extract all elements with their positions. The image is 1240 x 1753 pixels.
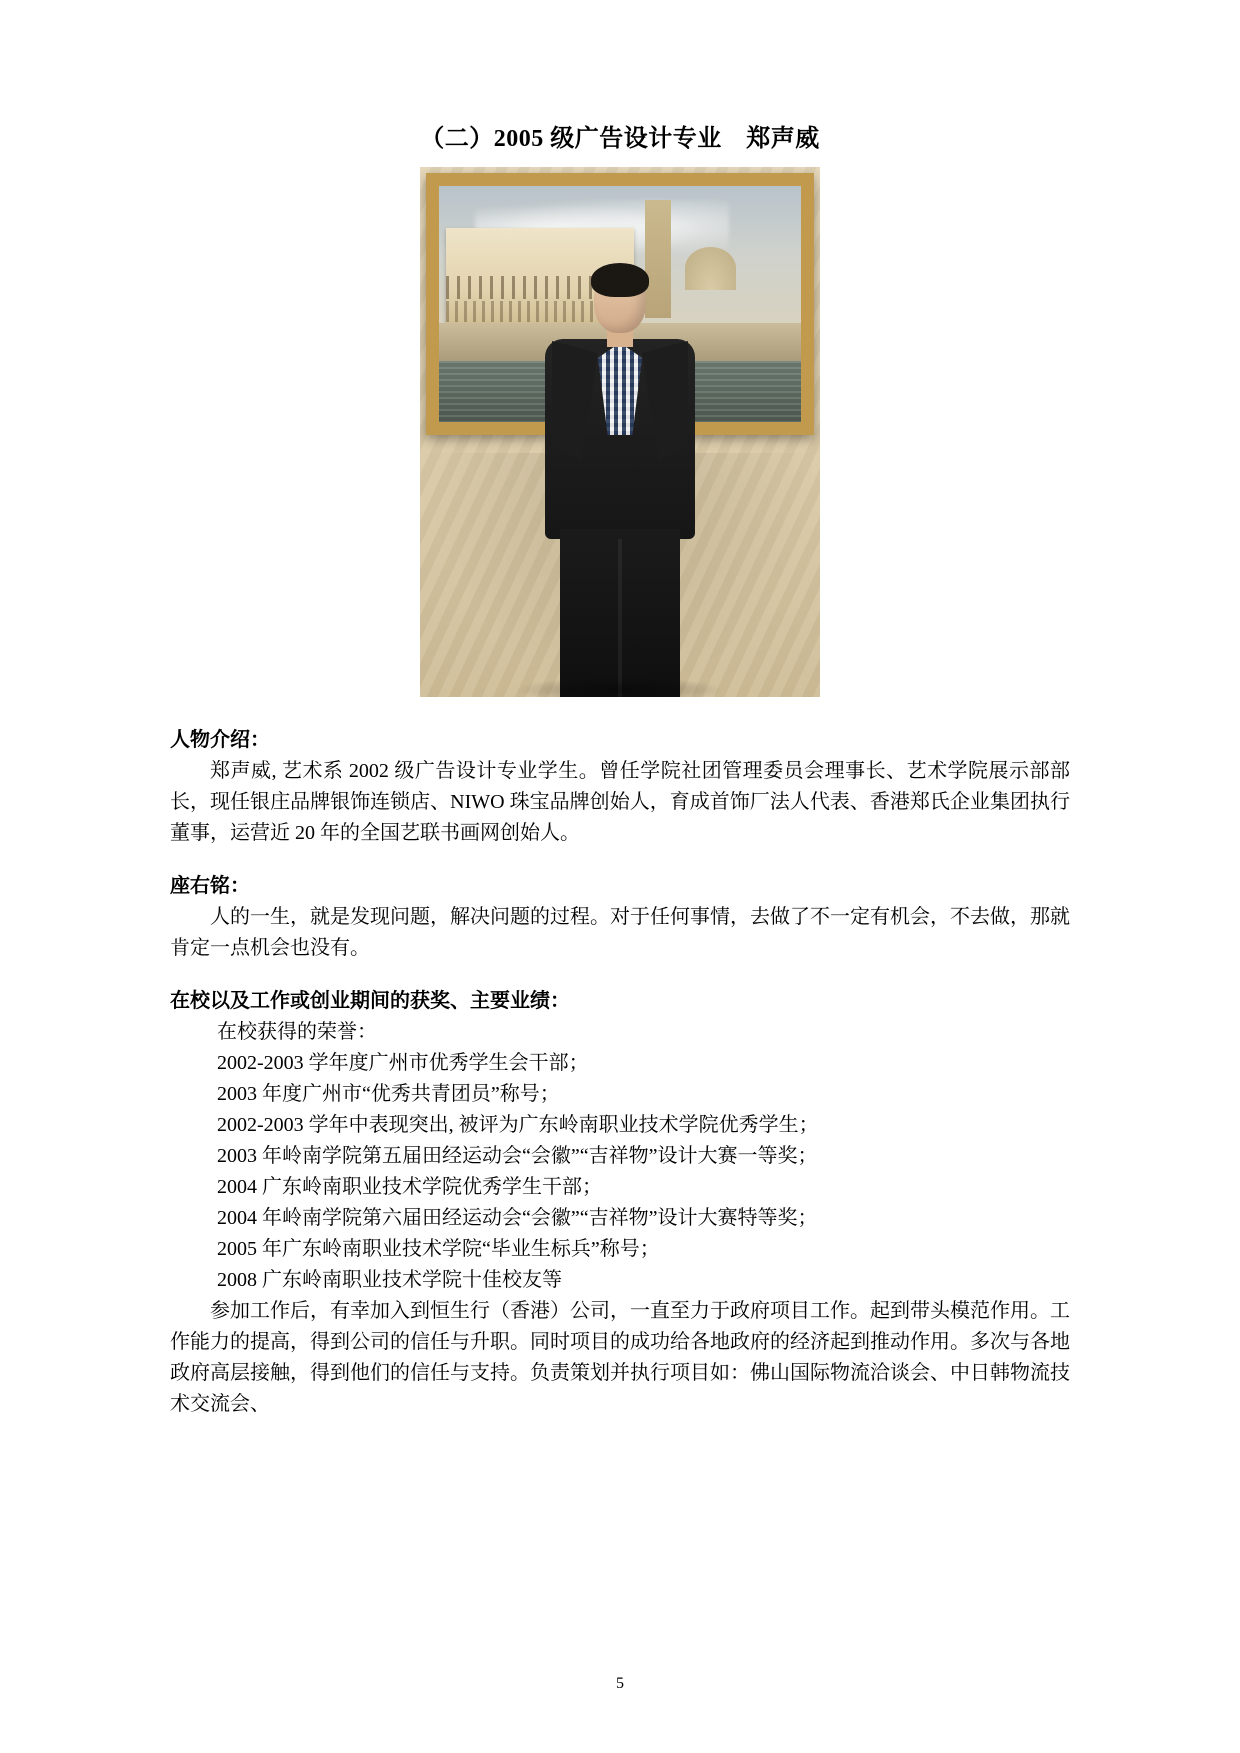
achievements-intro: 在校获得的荣誉： — [217, 1021, 377, 1043]
motto-paragraph: 人的一生，就是发现问题，解决问题的过程。对于任何事情，去做了不一定有机会，不去做，那就肯定一点机会也没有。 — [170, 906, 1070, 959]
award-item: 2002-2003 学年中表现突出, 被评为广东岭南职业技术学院优秀学生； — [217, 1114, 819, 1136]
award-item: 2005 年广东岭南职业技术学院“毕业生标兵”称号； — [217, 1238, 660, 1260]
achievements-closing-paragraph: 参加工作后，有幸加入到恒生行（香港）公司，一直至力于政府项目工作。起到带头模范作用。工作能力的提高，得到公司的信任与升职。同时项目的成功给各地政府的经济起到推动作用。多次与各地政府高层接触，得到他们的信任与支持。负责策划并执行项目如：佛山国际物流洽谈会、中日韩物流技术交流会、 — [170, 1300, 1070, 1415]
portrait-photo-container — [170, 167, 1070, 697]
portrait-photo — [420, 167, 820, 697]
section-heading-achievements: 在校以及工作或创业期间的获奖、主要业绩： — [170, 990, 570, 1012]
section-heading-motto: 座右铭： — [170, 875, 250, 897]
profile-paragraph: 郑声威, 艺术系 2002 级广告设计专业学生。曾任学院社团管理委员会理事长、艺术学院展示部部长，现任银庄品牌银饰连锁店、NIWO 珠宝品牌创始人，育成首饰厂法人代表、香港郑氏企业集团执行董事，运营近 20 年的全国艺联书画网创始人。 — [170, 760, 1070, 844]
award-item: 2004 年岭南学院第六届田经运动会“会徽”“吉祥物”设计大赛特等奖； — [217, 1207, 818, 1229]
person-trousers — [560, 529, 680, 697]
award-item: 2002-2003 学年度广州市优秀学生会干部； — [217, 1052, 589, 1074]
award-item: 2004 广东岭南职业技术学院优秀学生干部； — [217, 1176, 602, 1198]
section-heading-profile: 人物介绍： — [170, 729, 270, 751]
person-floor-shadow — [515, 677, 725, 697]
award-item: 2003 年度广州市“优秀共青团员”称号； — [217, 1083, 560, 1105]
page-title: （二）2005 级广告设计专业 郑声威 — [420, 126, 820, 152]
award-item: 2003 年岭南学院第五届田经运动会“会徽”“吉祥物”设计大赛一等奖； — [217, 1145, 818, 1167]
award-item: 2008 广东岭南职业技术学院十佳校友等 — [217, 1269, 562, 1291]
page-number: 5 — [616, 1675, 624, 1692]
person-hair — [591, 263, 649, 297]
photo-person — [530, 267, 710, 697]
